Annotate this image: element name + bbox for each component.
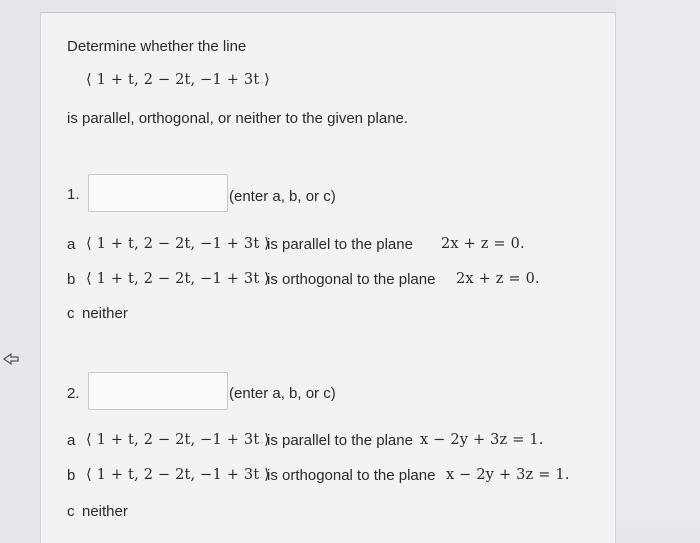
q2-option-b-text: is orthogonal to the plane bbox=[267, 467, 436, 484]
background-strip bbox=[616, 0, 700, 526]
q2-option-a-math: ⟨ 1 + t, 2 − 2t, −1 + 3t ⟩ bbox=[86, 432, 271, 448]
q1-option-b-letter: b bbox=[67, 271, 76, 288]
q2-option-a-text: is parallel to the plane bbox=[267, 432, 413, 449]
q1-option-a-text: is parallel to the plane bbox=[267, 236, 413, 253]
q1-number: 1. bbox=[67, 186, 80, 203]
q2-answer-input[interactable] bbox=[88, 372, 228, 410]
q1-hint: (enter a, b, or c) bbox=[229, 188, 336, 205]
q2-option-b-letter: b bbox=[67, 467, 76, 484]
q1-option-b-text: is orthogonal to the plane bbox=[267, 271, 436, 288]
q2-number: 2. bbox=[67, 385, 80, 402]
q2-option-c-text: neither bbox=[82, 503, 128, 520]
q1-option-a-math: ⟨ 1 + t, 2 − 2t, −1 + 3t ⟩ bbox=[86, 236, 271, 252]
q2-option-b-plane: x − 2y + 3z = 1. bbox=[446, 467, 570, 483]
q1-option-b-plane: 2x + z = 0. bbox=[456, 271, 540, 287]
q2-option-c-letter: c bbox=[67, 503, 75, 520]
q1-option-a-plane: 2x + z = 0. bbox=[441, 236, 525, 252]
q1-option-c-letter: c bbox=[67, 305, 75, 322]
q1-answer-input[interactable] bbox=[88, 174, 228, 212]
hand-cursor-icon bbox=[2, 350, 20, 368]
q2-option-b-math: ⟨ 1 + t, 2 − 2t, −1 + 3t ⟩ bbox=[86, 467, 271, 483]
q1-option-c-text: neither bbox=[82, 305, 128, 322]
prompt-line-math: ⟨ 1 + t, 2 − 2t, −1 + 3t ⟩ bbox=[86, 72, 271, 88]
q2-option-a-letter: a bbox=[67, 432, 76, 449]
q1-option-b-math: ⟨ 1 + t, 2 − 2t, −1 + 3t ⟩ bbox=[86, 271, 271, 287]
prompt-question: is parallel, orthogonal, or neither to the given plane. bbox=[67, 110, 409, 127]
q1-option-a-letter: a bbox=[67, 236, 76, 253]
prompt-intro: Determine whether the line bbox=[67, 38, 247, 55]
q2-hint: (enter a, b, or c) bbox=[229, 385, 336, 402]
q2-option-a-plane: x − 2y + 3z = 1. bbox=[420, 432, 544, 448]
